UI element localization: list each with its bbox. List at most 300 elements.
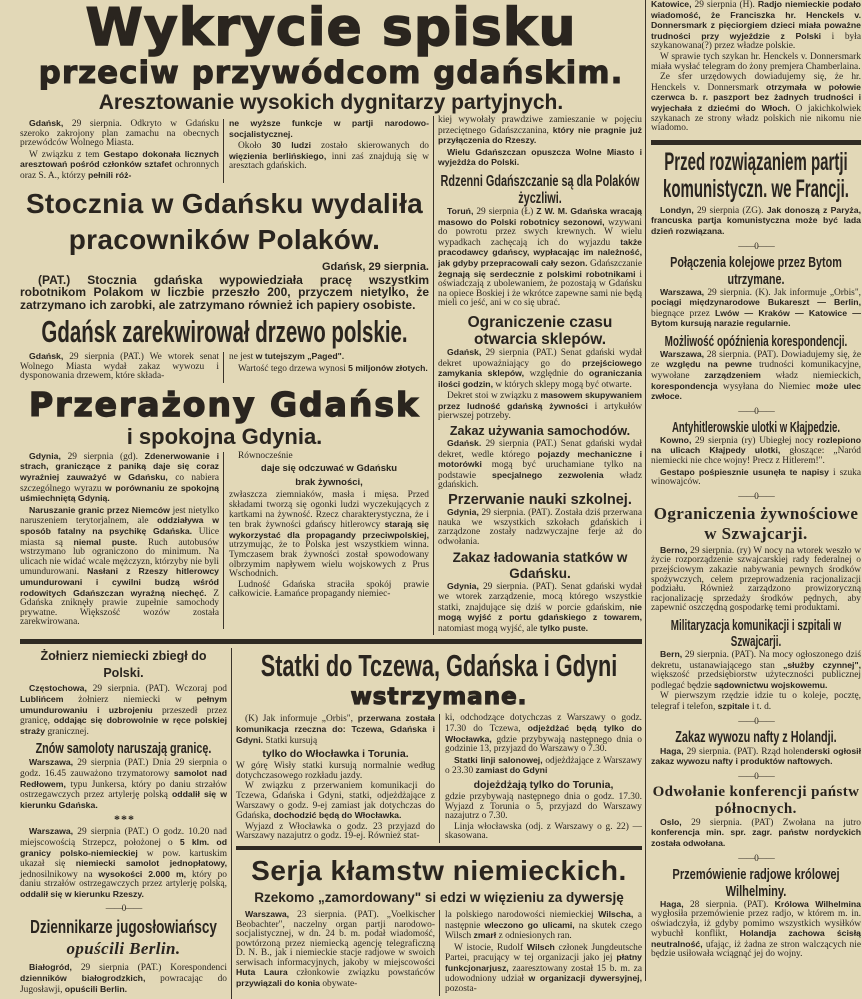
bold-text-run: Wielu Gdańszczan opuszcza Wolne Miasto i wyjeżdża do Polski. bbox=[438, 146, 642, 168]
lies-subhead: Rzekomo „zamordowany" si edzi w więzieniu za dywersję bbox=[254, 889, 624, 905]
headline-ship-loading: Zakaz ładowania statków w Gdańsku. bbox=[452, 550, 628, 582]
text-run: ufając, iż żadna ze stron walczących nie będzie usiłowała wciągnąć jej do wojny. bbox=[651, 939, 861, 960]
bold-text-run: pojazdy mechaniczne i motorówki bbox=[438, 448, 642, 470]
paragraph bbox=[236, 762, 435, 781]
main-subhead: Aresztowanie wysokich dygnitarzy partyjnych. bbox=[98, 91, 564, 114]
text-run: ne jest bbox=[229, 352, 256, 363]
article-ships-col2 bbox=[439, 714, 642, 843]
text-run: 28 sierpnia. (PAT). Dowiadujemy się, że ze bbox=[651, 349, 861, 371]
bold-text-run: w tutejszym „Paged". bbox=[255, 351, 345, 362]
paragraph bbox=[651, 53, 861, 72]
thick-rule bbox=[20, 639, 642, 644]
thick-rule bbox=[236, 846, 642, 850]
text-run: Z Gdańska zniknęły prawie zupełnie samochody prywatne. Większość wozów została zarekwirowana. bbox=[20, 588, 219, 628]
article-arrests-col2 bbox=[223, 119, 429, 183]
bold-text-run: przerwana została komunikacja rzeczna do: Tczewa, Gdańska i Gdyni. bbox=[236, 713, 435, 745]
bold-text-run: Gdańsk, bbox=[29, 351, 64, 362]
asterisk-separator: * * * bbox=[114, 812, 133, 827]
bold-text-run: otrzymała w połowie czerwca b. r. paszport bez żadnych trudności i wyjechała z dziećmi do Włoch. bbox=[651, 81, 861, 113]
text-run: inni zaś znajdują się w aresztach gdańskich. bbox=[229, 151, 429, 172]
text-run: 29 sierpnia (gd). bbox=[60, 451, 145, 462]
bold-text-run: Londyn, bbox=[660, 204, 694, 215]
paragraph bbox=[20, 119, 219, 149]
bold-text-run: Toruń, bbox=[447, 205, 474, 216]
text-run: 29 sierpnia. (PAT). Została dziś przerwana nauka we wszystkich szkołach gdańskich i zarządzone zostały nadzwyczajne ferje aż do odwołania. bbox=[438, 508, 642, 547]
headline-gdansk-residents: Rdzenni Gdańszczanie są dla Polaków życzliwi. bbox=[440, 172, 640, 207]
bold-text-run: Warszawa, bbox=[29, 826, 74, 837]
bold-text-run: korespondencja bbox=[651, 380, 718, 391]
text-run: 29 sierpnia (PAT.) Dnia 29 sierpnia o godz. 16.45 zauważono trzymatorowy bbox=[20, 758, 227, 779]
right-column bbox=[645, 0, 861, 981]
bold-text-run: Białogród, bbox=[29, 962, 72, 973]
text-run: (K) Jak informuje „Orbis", bbox=[245, 714, 358, 725]
bold-text-run: Warszawa, bbox=[660, 286, 705, 297]
text-run: co nabiera szczególnego wyrazu bbox=[20, 473, 220, 494]
text-run: większość przedsiębiorstw użyteczności publicznej podlegać będzie bbox=[651, 670, 861, 691]
text-run: i t. d. bbox=[749, 701, 772, 712]
bold-text-run: także pracodawcy gdańscy, wypłacając im należność, jak gdyby przepracowali cały sezon. bbox=[438, 236, 642, 268]
text-run: a następnie bbox=[445, 909, 643, 931]
paragraph bbox=[651, 436, 861, 467]
bold-text-run: w porównaniu ze spokojną uśmiechniętą Gdynią. bbox=[20, 482, 219, 504]
article-timber-body bbox=[20, 352, 429, 383]
headline-planes: Znów samoloty naruszają granicę. bbox=[35, 740, 212, 758]
headline-oil-export: Zakaz wywozu nafty z Holandji. bbox=[675, 728, 837, 746]
bold-text-run: Lwów — Kraków — Katowice — Bytom kursują narazie regularnie. bbox=[651, 307, 861, 329]
headline-school: Przerwanie nauki szkolnej. bbox=[448, 492, 632, 509]
text-run: W pierwszym rzędzie idzie tu o koleje, pocztę, telegraf i telefon, bbox=[651, 691, 861, 712]
bold-text-run: pociągi międzynarodowe Bukareszt — Berlin, bbox=[651, 297, 861, 308]
text-run: 29 sierpnia. (K). Jak informuje „Orbis", bbox=[704, 287, 861, 298]
text-run: i szuka winowajców. bbox=[651, 467, 862, 488]
centered-bold-line: brak żywności, bbox=[295, 477, 363, 489]
frightened-subhead: i spokojna Gdynia. bbox=[126, 423, 323, 449]
bold-text-run: przywiązali do konia bbox=[236, 978, 320, 989]
bold-text-run: derski ogłosił zakaz wywozu nafty i produktów naftowych. bbox=[651, 745, 861, 767]
text-run: typu Junkersa, który po daniu strzałów ostrzegawczych przez artylerję polską bbox=[20, 779, 227, 801]
bold-text-run: Holandja zachowa ścisłą neutralność, bbox=[651, 928, 861, 949]
bold-text-run: oddalił się w kierunku Rzeszy. bbox=[20, 888, 144, 899]
paragraph bbox=[651, 546, 861, 614]
article-ships bbox=[236, 648, 642, 843]
bold-text-run: Gdynia, bbox=[447, 507, 479, 518]
bold-text-run: Warszawa, bbox=[660, 348, 705, 359]
headline-swiss-food: Ograniczenia żywnościowe w Szwajcarji. bbox=[653, 503, 859, 543]
bold-text-run: odjeżdżać będą tylko do Włocławka, bbox=[445, 722, 642, 744]
bold-text-run: wysokości 2.000 m, bbox=[98, 868, 187, 879]
main-headline: Wykrycie spisku bbox=[85, 0, 577, 58]
article-frightened bbox=[20, 386, 429, 629]
headline-nordic-conference: Odwołanie konferencji państw północnych. bbox=[652, 783, 860, 817]
left-main-stories bbox=[20, 116, 434, 635]
text-run: który po daniu strzałów ostrzegawczych przez artylerję polską, bbox=[20, 869, 227, 890]
bold-text-run: opuścili Berlin. bbox=[64, 983, 128, 994]
bold-text-run: Oslo, bbox=[660, 816, 682, 827]
text-run: przeszedł przez granicę, bbox=[20, 705, 227, 727]
paragraph bbox=[651, 468, 861, 488]
paragraph bbox=[438, 508, 642, 547]
text-run: W istocie, Rudolf bbox=[454, 942, 527, 953]
text-run: 23 sierpnia. (PAT). „Voelkischer Beobachter", naczelny organ partji narodowo-socjalistycznej, w dn. 24 b. m. podał wiadomość, powtórzoną przez niemiecką agencję telegraficzną D. N. B., jak i niemieckie stacje radjowe w swoich serwisach informacyjnych, jakoby w miejscowości bbox=[236, 909, 435, 968]
text-run: 29 sierpnia. Odkryto w Gdańsku szeroko zakrojony plan zamachu na obecnych przewódców Wolnego Miasta. bbox=[20, 119, 219, 149]
headline-queen-speech: Przemówienie radjowe królowej Wilhelminy. bbox=[672, 865, 840, 900]
bold-text-run: samolot nad Redłowem, bbox=[20, 767, 228, 789]
text-run: 29 sierpnia. (PAT). Na mocy ogłoszonego dziś dekretu, ustanawiającego stan bbox=[651, 649, 861, 671]
headline-railway: Połączenia kolejowe przez Bytom utrzymane. bbox=[670, 253, 842, 288]
bold-text-run: Gdańsk, bbox=[29, 118, 64, 128]
main-headline-line2: przeciw przywódcom gdańskim. bbox=[38, 55, 624, 91]
bold-text-run: wleczono go ulicami, bbox=[484, 919, 575, 930]
paragraph bbox=[20, 506, 219, 628]
bold-text-run: pełnym umundurowaniu i uzbrojeniu bbox=[20, 693, 227, 715]
bold-text-run: Wilsch bbox=[526, 941, 555, 952]
centered-bold-line: daje się odczuwać w Gdańsku bbox=[260, 463, 398, 475]
article-frightened-col1 bbox=[20, 452, 223, 629]
bold-text-run: Gdynia, bbox=[29, 450, 61, 461]
paragraph bbox=[651, 900, 861, 961]
text-run: Równocześnie bbox=[238, 450, 293, 461]
bold-text-run: Berno, bbox=[660, 544, 688, 555]
paragraph bbox=[445, 943, 642, 995]
paragraph bbox=[438, 391, 642, 422]
bold-text-run: Nasłani z Rzeszy hitlerowcy umundurowani i cywilni budzą wśród rodowitych Gdańszczan wyraźną niechęć. bbox=[20, 566, 219, 598]
bold-text-run: płatny funkcjonarjusz, bbox=[445, 952, 642, 973]
paragraph bbox=[445, 793, 642, 822]
paragraph bbox=[229, 581, 429, 600]
timber-headline: Gdańsk zarekwirował drzewo polskie. bbox=[41, 314, 408, 350]
bold-text-run: 5 klm. od granicy polsko-niemieckiej bbox=[20, 836, 227, 858]
text-run: mogą być uruchamiane tylko na podstawie bbox=[438, 460, 642, 481]
dateline: Gdańsk, 29 sierpnia. bbox=[322, 260, 429, 273]
text-run: odjeżdżające z Warszawy o 23.30 bbox=[445, 755, 642, 777]
text-run: W związku z tem bbox=[29, 149, 104, 160]
text-run: 29 sierpnia (H). bbox=[691, 0, 758, 10]
text-run: W sprawie tych szykan hr. Henckels v. Donnersmark miała wysłać telegram do żony premjera Chamberlaina. bbox=[651, 51, 861, 72]
bold-text-run: Warszawa, bbox=[245, 908, 290, 919]
text-run: Ulice miasta są bbox=[20, 527, 219, 548]
text-run: jest nietylko naruszeniem terytorjalnem, ale bbox=[20, 505, 220, 527]
article-shipyard bbox=[20, 186, 429, 312]
bold-text-run: może ulec zwłoce. bbox=[651, 380, 861, 402]
text-run: trudności komunikacyjne, wywołane bbox=[651, 360, 861, 382]
text-run: 29 sierpnia (PAT.) Senat gdański wydał dekret, wedle którego bbox=[438, 439, 642, 460]
divider: ——0—— bbox=[738, 852, 774, 863]
bold-text-run: zmarł bbox=[473, 930, 497, 941]
bold-text-run: dochodzić będą do Włocławka. bbox=[273, 810, 402, 821]
bold-text-run: Częstochowa, bbox=[29, 683, 87, 694]
centered-bold-line: dojeżdżają tylko do Torunia, bbox=[473, 778, 614, 791]
bold-text-run: dzienników białogrodzkich, bbox=[20, 973, 146, 984]
text-run: członkowie związku powstańców bbox=[287, 968, 435, 979]
headline-swiss-militarization: Militaryzacja komunikacji i szpitali w Szwajcarji. bbox=[670, 617, 842, 650]
bold-text-run: oddając się dobrowolnie w ręce polskiej straży bbox=[20, 715, 227, 736]
shipyard-headline: Stocznia w Gdańsku wydaliła pracowników Polaków. bbox=[25, 187, 424, 255]
bold-text-run: oddziaływa w sposób fatalny na psychikę Gdańska. bbox=[20, 515, 219, 536]
bold-text-run: Kowno, bbox=[660, 434, 692, 445]
bold-text-run: Gestapo pośpiesznie usunęła te napisy bbox=[660, 466, 829, 477]
paragraph bbox=[651, 650, 861, 691]
paragraph bbox=[445, 714, 642, 754]
bold-text-run: ograniczania ilości godzin, bbox=[438, 368, 643, 389]
text-run: obywate- bbox=[320, 979, 358, 990]
text-run: Ruch autobusów wstrzymano lub ograniczono do minimum. Na ulicach nie widać wcale mężczyzn, którzyby nie byli umundurowani. bbox=[20, 537, 219, 578]
bold-text-run: ne wyższe funkcje w partji narodowo-socjalistycznej. bbox=[229, 118, 429, 139]
paragraph bbox=[651, 288, 861, 330]
divider: ——0—— bbox=[738, 490, 774, 501]
text-run: wzywani do powrotu przez swych krewnych. W wielu wypadkach zachęcają ich do wyjazdu bbox=[438, 217, 642, 248]
paragraph bbox=[20, 352, 219, 382]
article-timber-col2 bbox=[223, 352, 429, 383]
text-run: pozosta- bbox=[445, 984, 477, 995]
divider: ——0—— bbox=[738, 715, 774, 726]
text-run: władz gdańskich. bbox=[438, 470, 642, 491]
paragraph bbox=[651, 0, 861, 52]
text-run: Około bbox=[238, 141, 272, 152]
paragraph bbox=[438, 116, 642, 147]
bold-text-run: zarządzeniem bbox=[704, 370, 761, 381]
text-run: z odniesionych ran. bbox=[496, 931, 572, 942]
bold-text-run: tylko puste. bbox=[539, 622, 589, 633]
paragraph bbox=[229, 352, 429, 363]
text-run: utrzymując, że to Polska jest wszystkiem winna. Tymczasem brak żywności został spowodowany olbrzymim napływem wielu wojskowych z Prus Wschodnich. bbox=[229, 540, 429, 580]
text-run: Wartość tego drzewa wynosi bbox=[238, 363, 349, 374]
article-lies-col2 bbox=[439, 910, 642, 996]
main-headline-block bbox=[20, 0, 642, 116]
bold-text-run: w organizacji dywersyjnej, bbox=[528, 973, 642, 984]
article-timber bbox=[20, 315, 429, 383]
divider: ——0—— bbox=[738, 405, 774, 416]
bold-text-run: szpitale bbox=[717, 700, 750, 711]
headline-shop-hours: Ograniczenie czasu otwarcia sklepów. bbox=[467, 313, 613, 348]
headline-leaflets: Antyhitlerowskie ulotki w Kłajpedzie. bbox=[671, 418, 841, 436]
bold-text-run: zamiast do Gdyni bbox=[475, 765, 548, 776]
text-run: i była szykanowana(?) przez władze polskie. bbox=[651, 31, 861, 52]
bold-text-run: Bern, bbox=[660, 648, 683, 659]
paragraph bbox=[438, 582, 642, 634]
text-run: powracając do Jugosławji, bbox=[20, 974, 227, 995]
paragraph bbox=[20, 452, 219, 505]
headline-deserter: Żołnierz niemiecki zbiegł do Polski. bbox=[40, 649, 207, 681]
article-arrests bbox=[20, 119, 429, 183]
bold-text-run: Naruszanie granic przez Niemców bbox=[29, 504, 170, 515]
text-run: O jakichkolwiek szykanach ze strony władz polskich nie nikomu nie wiadomo. bbox=[651, 103, 861, 134]
text-run: 29 sierpnia (Ł) bbox=[473, 206, 537, 217]
bold-text-run: żegnają się serdecznie z polskimi robotnikami bbox=[438, 268, 636, 279]
bold-text-run: Gdynia, bbox=[447, 581, 479, 592]
left-news-area bbox=[20, 0, 642, 999]
text-run: 29 sierpnia (ry) Ubiegłej nocy bbox=[691, 435, 818, 446]
text-run: 29 sierpnia. (PAT). Wczoraj pod bbox=[86, 684, 227, 695]
text-run: ki, odchodzące dotychczas z Warszawy o godz. 17.30 do Tczewa, bbox=[445, 713, 642, 734]
bold-text-run: Zdenerwowanie i strach, graniczące z paniką daje się coraz wyraźniej zauważyć w Gdańsku, bbox=[20, 450, 219, 483]
headline-journalists: Dziennikarze jugosłowiańscy bbox=[30, 917, 217, 938]
bold-text-run: przejściowego zamykania sklepów, bbox=[438, 357, 642, 379]
article-timber-col1 bbox=[20, 352, 223, 383]
paragraph bbox=[229, 141, 429, 172]
article-frightened-col2 bbox=[223, 452, 429, 629]
text-run: Ludność Gdańska straciła spokój prawie całkowicie. Łamańce propagandy niemiec- bbox=[229, 579, 429, 600]
bold-text-run: Haga, bbox=[660, 898, 684, 909]
bold-text-run: 30 ludzi bbox=[271, 140, 311, 151]
text-run: 29 sierpnia (PAT.) O godz. 10.20 nad miejscowością Strzepcz, położonej o bbox=[20, 827, 227, 848]
paragraph bbox=[20, 684, 227, 737]
text-run: gdzie przybywają następnego dnia o godz. 17.30. Wyjazd z Torunia o 5, przyjazd do Warszawy nazajutrz o 7.30. bbox=[445, 791, 642, 822]
lies-headline: Serja kłamstw niemieckich. bbox=[251, 854, 627, 886]
headline-mail-delay: Możliwość opóźnienia korespondencji. bbox=[664, 332, 848, 350]
paragraph bbox=[236, 910, 435, 990]
headline-communist-party: Przed rozwiązaniem partji komunistyczn. we Francji. bbox=[663, 147, 849, 203]
article-ships-col1 bbox=[236, 714, 439, 843]
article-lies-body bbox=[236, 910, 642, 996]
bold-text-run: starają się wykorzystać dla propagandy przeciwpolskiej, bbox=[229, 519, 429, 540]
bold-text-run: względu na pewne bbox=[666, 359, 752, 370]
paragraph bbox=[651, 206, 861, 238]
paragraph bbox=[20, 963, 227, 995]
text-run: 29 sierpnia (PAT.) We wtorek senat Wolnego Miasta wydał zakaz wywozu i dysponowania drzewem, które składa- bbox=[20, 352, 219, 382]
bold-text-run: niemal puste. bbox=[73, 536, 138, 547]
text-run: gdzie przybywają następnego dnia o godzinie 13, przyjazd do Warszawy o 7.30. bbox=[445, 734, 642, 755]
paragraph bbox=[20, 150, 219, 182]
article-frightened-body bbox=[20, 452, 429, 629]
text-run: w pow. kartuskim ukazał się bbox=[20, 848, 227, 870]
column-3 bbox=[434, 116, 642, 635]
paragraph bbox=[651, 692, 861, 712]
bold-text-run: oddalił się w kierunku Gdańska. bbox=[20, 789, 227, 810]
bold-text-run: rozlepiono na ulicach Kłajpedy ulotki, bbox=[651, 434, 861, 456]
bold-text-run: masowem skupywaniem przez ludność gdańską żywności bbox=[438, 390, 642, 411]
text-run: 28 sierpnia. (PAT). bbox=[683, 899, 775, 910]
paragraph bbox=[438, 348, 642, 390]
bottom-middle-column bbox=[232, 648, 642, 998]
bold-text-run: Radjo niemieckie podało wiadomość, że Franciszka hr. Henckels v. Donnersmark z pięciorgiem dzieci miała poważne trudności przy wyjeździe z Polski bbox=[651, 0, 861, 41]
text-run: Gdańszczanie bbox=[587, 258, 642, 269]
shipyard-body: (PAT.) Stocznia gdańska wypowiedziała pracę wszystkim robotnikom Polakom w liczbie przeszło 200, przyczem nietylko, że zatrzymano ich zarobki, ale zatrzymano również ich papiery osobiste. bbox=[20, 272, 429, 312]
paragraph bbox=[229, 364, 429, 375]
text-run: Linja włocławska (odj. z Warszawy o g. 22) — skasowana. bbox=[445, 821, 642, 842]
paragraph bbox=[445, 756, 642, 777]
paragraph bbox=[236, 782, 435, 821]
bold-text-run: Huta Laura bbox=[236, 967, 288, 978]
paragraph bbox=[651, 73, 861, 134]
bold-text-run: „służby czynnej", bbox=[782, 659, 861, 670]
paragraph bbox=[236, 823, 435, 842]
text-run: wysyłana do Niemiec bbox=[717, 381, 816, 392]
paragraph bbox=[20, 827, 227, 900]
text-run: głoszące: „Naród niemiecki nie chce wojny! Precz z Hitlerem!". bbox=[651, 446, 861, 467]
headline-car-ban: Zakaz używania samochodów. bbox=[449, 424, 631, 439]
text-run: W górę Wisły statki kursują normalnie według dotychczasowego rozkładu jazdy. bbox=[236, 761, 435, 781]
ships-headline: Statki do Tczewa, Gdańska i Gdyni bbox=[260, 648, 618, 684]
paragraph bbox=[651, 747, 861, 768]
bold-text-run: nie mogą wyjść z portu gdańskiego z towarem, bbox=[438, 601, 642, 623]
text-run: 29 sierpnia (ZG). bbox=[693, 205, 767, 216]
divider: ——0—— bbox=[105, 903, 142, 914]
text-run: w których sklepy mogą być otwarte. bbox=[493, 379, 632, 390]
bold-text-run: Gdańsk. bbox=[447, 438, 482, 449]
text-run: względnie do bbox=[524, 369, 589, 380]
paragraph bbox=[445, 823, 642, 842]
headline-journalists-line2: opuścili Berlin. bbox=[66, 939, 181, 959]
text-run: i oświadczają z ubolewaniem, że pozostają w Gdańsku na opiece Boskiej i że wkrótce zapewne sami nie będą mieli co jeść, ani w co się ubrać. bbox=[438, 269, 642, 309]
article-lies-col1 bbox=[236, 910, 439, 996]
bold-text-run: Statki linji salonowej, bbox=[454, 754, 543, 765]
text-run: członek Jungdeutsche Partei, pracujący w tej organizacji jako jej bbox=[445, 942, 642, 964]
text-run: wygłosiła przemówienie przez radjo, w którem m. in. oświadczyła, iż gdyby pomimo wszystkich wysiłków wybuchł konflikt, bbox=[651, 909, 861, 940]
text-run: jednosilnikowy na bbox=[20, 869, 99, 880]
divider: ——0—— bbox=[738, 770, 774, 781]
paragraph bbox=[229, 119, 429, 140]
text-run: Statki kursują bbox=[263, 735, 318, 746]
paragraph bbox=[438, 207, 642, 309]
paragraph bbox=[445, 910, 642, 942]
paragraph bbox=[236, 714, 435, 746]
article-ships-body bbox=[236, 714, 642, 843]
bold-text-run: Gdańsk, bbox=[447, 346, 482, 357]
bold-text-run: pełnili róż- bbox=[87, 169, 132, 180]
text-run: 29 sierpnia. (PAT). Rząd holen bbox=[683, 746, 805, 757]
paragraph bbox=[229, 491, 429, 579]
text-run: ochronnych oraz S. A., którzy bbox=[20, 160, 219, 181]
bold-text-run: Gestapo dokonała licznych aresztowań pośród członków sztafet bbox=[20, 148, 219, 170]
bold-text-run: niemiecki samolot jednopłatowy, bbox=[75, 858, 227, 869]
paragraph bbox=[438, 148, 642, 169]
bold-text-run: Haga, bbox=[660, 745, 684, 756]
text-run: 29 sierpnia (PAT.) Senat gdański wydał dekret upoważniający go do bbox=[438, 347, 642, 369]
bottom-left-column bbox=[20, 648, 232, 998]
article-arrests-col1 bbox=[20, 119, 223, 183]
paragraph bbox=[20, 758, 227, 811]
text-run: 29 sierpnia. (ry) W nocy na wtorek weszło w życie rozporządzenie szwajcarskiej rady federalnej o przejściowym zakazie nabywania pewnych środków spożywczych, celem przeprowadzenia racjonalizacji podziału. Również zarządzono prowizoryczną racjonalizację sprzedaży środków pędnych, aby zapewnić oszczędną gospodarkę temi produktami. bbox=[651, 545, 861, 614]
bold-text-run: Lublińcem bbox=[20, 693, 64, 704]
bold-text-run: Jak donoszą z Paryża, francuska partja komunistyczna może być lada dzień rozwiązana. bbox=[651, 204, 861, 236]
text-run: Wyjazd z Włocławka o godz. 23 przyjazd do Warszawy nazajutrz o godz. 19-ej. Również stat- bbox=[236, 821, 435, 842]
bold-text-run: więzienia berlińskiego, bbox=[229, 150, 327, 161]
divider: ——0—— bbox=[738, 240, 774, 251]
bottom-row bbox=[20, 648, 642, 998]
text-run: żołnierz niemiecki w bbox=[63, 694, 197, 705]
bold-text-run: Z W. M. Gdańska wracają masowo do Polski robotnicy sezonowi, bbox=[438, 205, 642, 227]
bold-text-run: który nie pragnie już przyłączenia do Rzeszy. bbox=[438, 124, 642, 146]
text-run: Ze sfer urzędowych dowiadujemy się, że hr. Henckels v. Donnersmark bbox=[651, 72, 861, 93]
paragraph bbox=[229, 452, 429, 462]
text-run: zwłaszcza ziemniaków, masła i mięsa. Przed składami tworzą się ogonki ludzi wyczekujących z kartkami na żywność. Rzecz charakterystyczna, że i ten brak żywności gdańscy hitlerowcy bbox=[229, 490, 429, 531]
middle-row bbox=[20, 116, 642, 635]
text-run: na skutek czego Wilsch bbox=[445, 920, 643, 942]
text-run: natomiast mogą wyjść, ale bbox=[438, 623, 540, 634]
text-run: zaaresztowany został 15 b. m. za udowodniony udział bbox=[445, 963, 642, 985]
bold-text-run: 5 miljonów złotych. bbox=[348, 362, 428, 373]
paragraph bbox=[651, 818, 861, 850]
bold-text-run: specjalnego zezwolenia bbox=[492, 469, 604, 480]
text-run: la polskiego narodowości niemieckiej bbox=[445, 909, 599, 920]
text-run: granicznej. bbox=[45, 726, 89, 737]
text-run: i artykułów pierwszej potrzeby. bbox=[438, 401, 642, 422]
article-lies bbox=[236, 853, 642, 996]
thick-rule bbox=[651, 140, 861, 145]
text-run: 29 sierpnia. (PAT) Zwołana na jutro bbox=[681, 817, 861, 828]
bold-text-run: Warszawa, bbox=[29, 757, 74, 768]
bold-text-run: sądownictwu wojskowemu. bbox=[714, 679, 828, 690]
text-run: władz niemieckich, bbox=[760, 371, 861, 382]
text-run: kiej wywołały prawdziwe zamieszanie w pojęciu przeciętnego Gdańszczanina, bbox=[438, 115, 642, 136]
centered-bold-line: tylko do Włocławka i Torunia. bbox=[262, 748, 409, 761]
paragraph bbox=[651, 350, 861, 403]
paragraph bbox=[438, 439, 642, 491]
text-run: W związku z przerwaniem komunikacji do Tczewa, Gdańska i Gdyni, statki, odjeżdżające z Warszawy o godz. 9-ej zamiast jak dotychczas do Gdańska, bbox=[236, 781, 435, 822]
text-run: 29 sierpnia (PAT.) Korespondenci bbox=[71, 963, 227, 974]
text-run: Dekret stoi w związku z bbox=[447, 391, 541, 402]
frightened-headline: Przerażony Gdańsk bbox=[28, 384, 421, 424]
